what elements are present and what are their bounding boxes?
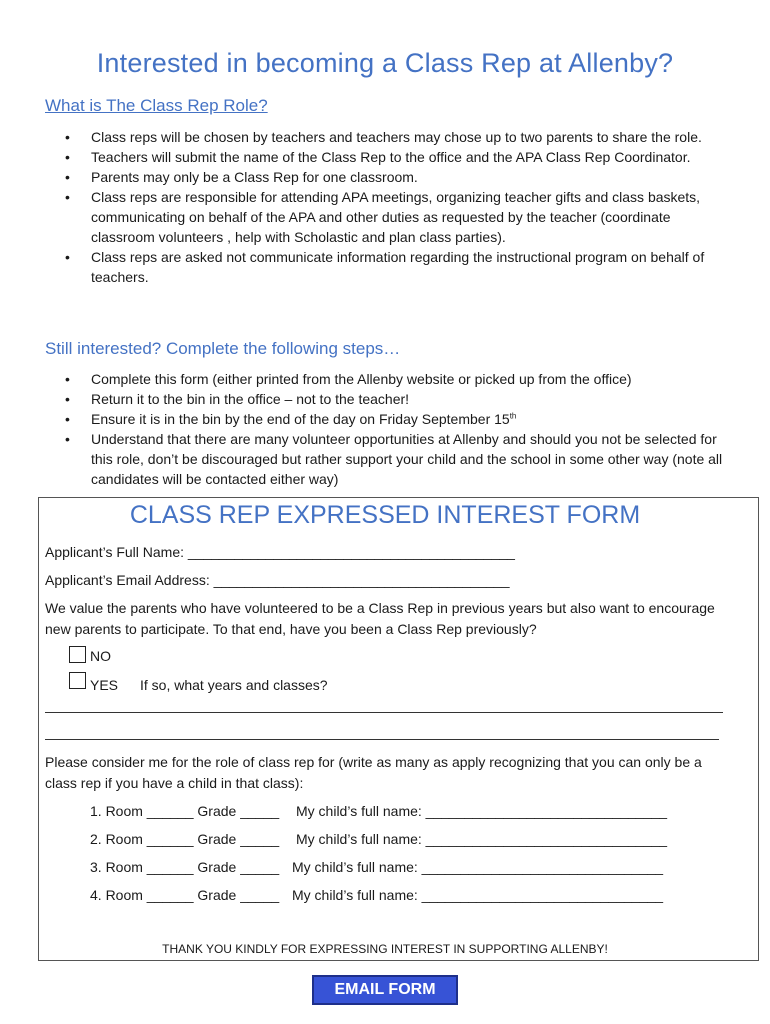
steps-list [0, 369, 770, 489]
role-heading: What is The Class Rep Role? [45, 96, 268, 115]
date-suffix: th [509, 411, 517, 421]
list-item: • Teachers will submit the name of the Class Rep to the office and the APA Class Rep Coordinator. [0, 147, 770, 167]
previous-question: We value the parents who have volunteered to be a Class Rep in previous years but also want to encourage new parents to participate. To that end, have you been a Class Rep previously? [45, 600, 715, 637]
no-checkbox[interactable] [69, 646, 86, 663]
yes-checkbox[interactable] [69, 672, 86, 689]
list-item [0, 409, 770, 429]
room-grade-field[interactable]: 4. Room ______ Grade _____ [90, 887, 280, 903]
role-list [0, 127, 770, 287]
years-answer-line[interactable] [45, 739, 719, 740]
child-name-field[interactable]: My child’s full name: _______________________________ [292, 887, 664, 903]
list-item: • Complete this form (either printed from the Allenby website or picked up from the office) [0, 369, 770, 389]
list-item: • Return it to the bin in the office – not to the teacher! [0, 389, 770, 409]
email-field[interactable]: Applicant’s Email Address: ______________________________________ [45, 572, 510, 588]
room-grade-field[interactable]: 1. Room ______ Grade _____ [90, 803, 280, 819]
list-item: • Understand that there are many volunteer opportunities at Allenby and should you not be selected for this role, don’t be discouraged but rather support your child and the school in some other way (note all candidates will be contacted either way) [0, 429, 770, 489]
list-item: • Parents may only be a Class Rep for one classroom. [0, 167, 770, 187]
child-name-field[interactable]: My child’s full name: _______________________________ [296, 803, 668, 819]
room-grade-field[interactable]: 2. Room ______ Grade _____ [90, 831, 280, 847]
deadline-text: Ensure it is in the bin by the end of the day on Friday September 15 [91, 411, 510, 427]
years-prompt: If so, what years and classes? [140, 677, 328, 693]
list-item: • Class reps will be chosen by teachers and teachers may chose up to two parents to share the role. [0, 127, 770, 147]
years-answer-line[interactable] [45, 712, 723, 713]
yes-label: YES [90, 677, 119, 693]
thanks-text: THANK YOU KINDLY FOR EXPRESSING INTEREST IN SUPPORTING ALLENBY! [162, 942, 608, 956]
consider-text: Please consider me for the role of class rep for (write as many as apply recognizing that you can only be a class rep if you have a child in that class): [45, 754, 702, 791]
full-name-field[interactable]: Applicant’s Full Name: __________________________________________ [45, 544, 515, 560]
no-label: NO [90, 648, 111, 664]
steps-heading: Still interested? Complete the following steps… [45, 339, 401, 358]
child-name-field[interactable]: My child’s full name: _______________________________ [296, 831, 668, 847]
list-item: • Class reps are asked not communicate information regarding the instructional program on behalf of teachers. [0, 247, 770, 287]
page-title: Interested in becoming a Class Rep at Allenby? [96, 48, 674, 78]
room-grade-field[interactable]: 3. Room ______ Grade _____ [90, 859, 280, 875]
child-name-field[interactable]: My child’s full name: _______________________________ [292, 859, 664, 875]
form-title: CLASS REP EXPRESSED INTEREST FORM [129, 501, 641, 529]
email-form-button[interactable]: EMAIL FORM [312, 975, 458, 1005]
list-item: • Class reps are responsible for attending APA meetings, organizing teacher gifts and class baskets, communicating on behalf of the APA and other duties as requested by the teacher (coordinate classroom volunteers , help with Scholastic and plan class parties). [0, 187, 770, 247]
